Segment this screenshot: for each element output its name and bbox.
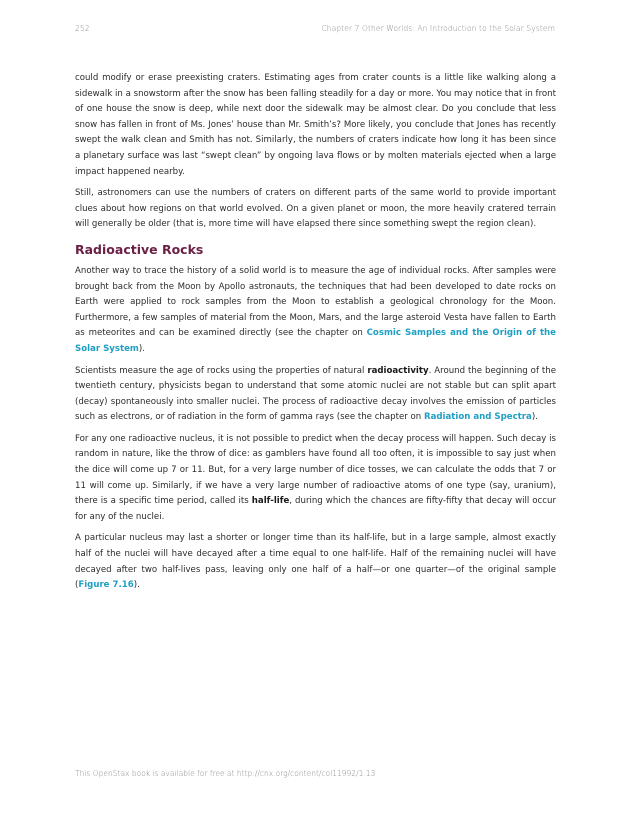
page-footer: This OpenStax book is available for free at http://cnx.org/content/col11992/1.13 (75, 769, 376, 778)
paragraph-text: ). (133, 580, 140, 591)
paragraph-radioactivity (75, 364, 556, 426)
paragraph-text: , during which the chances are fifty-fifty that decay will occur for any of the nuclei. (75, 496, 556, 522)
main-content (75, 71, 556, 600)
paragraph-text: could modify or erase preexisting craters. Estimating ages from crater counts is a little like walking along a sidewalk in a snowstorm after the snow has been falling steadily for a day or more. You may notice that in front of one house the snow is deep, while next door the sidewalk may be almost clear. Do you conclude that less snow has fallen in front of Ms. Jones’ house than Mr. Smith’s? More likely, you conclude that Jones has recently swept the walk clean and Smith has not. Similarly, the numbers of craters indicate how long it has been since a planetary surface was last “swept clean” by ongoing lava flows or by molten materials ejected when a large impact happened nearby. (75, 73, 556, 177)
page-number: 252 (75, 24, 90, 33)
term-radioactivity: radioactivity (367, 365, 429, 376)
link-cosmic-samples-chapter[interactable]: Cosmic Samples and the Origin of the Solar System (75, 328, 556, 354)
paragraph-text: . Around the beginning of the twentieth century, physicists began to understand that some atomic nuclei are not stable but can split apart (decay) spontaneously into smaller nuclei. The process of radioactive decay involves the emission of particles such as electrons, or of radiation in the form of gamma rays (see the chapter on (75, 365, 556, 423)
running-header (75, 24, 555, 36)
paragraph-half-life-dice (75, 432, 556, 526)
section-heading-radioactive-rocks: Radioactive Rocks (75, 241, 204, 257)
link-figure-7-16[interactable]: Figure 7.16 (78, 580, 134, 591)
chapter-title: Chapter 7 Other Worlds: An Introduction to the Solar System (321, 24, 555, 33)
paragraph-text: Another way to trace the history of a solid world is to measure the age of individual rocks. After samples were brought back from the Moon by Apollo astronauts, the techniques that had been developed to date rocks on Earth were applied to rock samples from the Moon to establish a geological chronology for the Moon. Furthermore, a few samples of material from the Moon, Mars, and the large asteroid Vesta have fallen to Earth as meteorites and can be examined directly (see the chapter on (75, 265, 556, 339)
paragraph-text: Still, astronomers can use the numbers of craters on different parts of the same world to provide important clues about how regions on that world evolved. On a given planet or moon, the more heavily cratered terrain will generally be older (that is, more time will have elapsed there since something swept the region clean). (75, 188, 556, 230)
paragraph-crater-clues (75, 186, 556, 233)
paragraph-text: ). (531, 412, 538, 423)
paragraph-rock-ages (75, 264, 556, 358)
link-radiation-spectra-chapter[interactable]: Radiation and Spectra (423, 412, 532, 423)
paragraph-text: A particular nucleus may last a shorter or longer time than its half-life, but in a large sample, almost exactly half of the nuclei will have decayed after a time equal to one half-life. Half of the remaining nuclei will have decayed after two half-lives pass, leaving only one half of a half—or one quarter—of the original sample ( (75, 533, 556, 591)
paragraph-text: ). (138, 343, 145, 354)
paragraph-text: Scientists measure the age of rocks using the properties of natural (75, 365, 368, 376)
paragraph-text: For any one radioactive nucleus, it is not possible to predict when the decay process will happen. Such decay is random in nature, like the throw of dice: as gamblers have found all too often, it is impossible to say just when the dice will come up 7 or 11. But, for a very large number of dice tosses, we can calculate the odds that 7 or 11 will come up. Similarly, if we have a very large number of radioactive atoms of one type (say, uranium), there is a specific time period, called its (75, 433, 556, 507)
paragraph-half-life-decay (75, 531, 556, 593)
paragraph-crater-snow-analogy (75, 71, 556, 180)
term-half-life: half-life (251, 496, 290, 507)
